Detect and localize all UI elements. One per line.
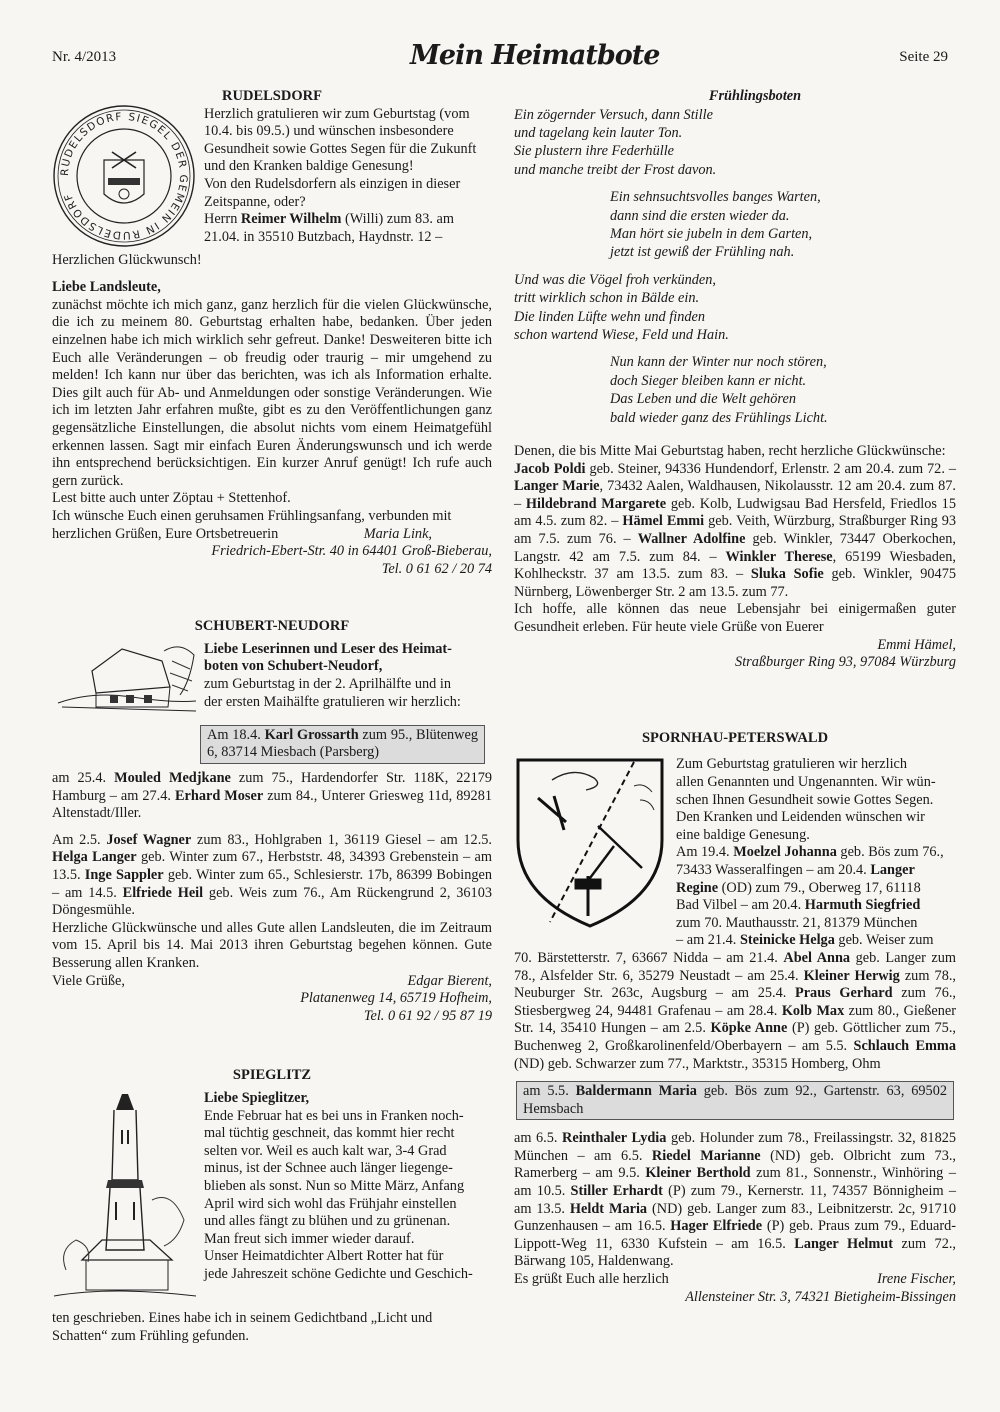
text: zum 83., Hohlgraben 1, 36119 Giesel – am 12.5.: [191, 831, 493, 848]
poem-line: Und was die Vögel froh verkünden,: [514, 271, 716, 288]
text: Herrn: [204, 211, 241, 228]
text: (P) geb. Göttlicher zum 75., Buchenweg 2, Großkarolinenfeld/Oberbayern – am 5.5.: [514, 1020, 956, 1054]
spornhau-paragraph-2: [514, 950, 956, 1073]
text: (ND) geb. Olbricht zum 73., Ramerberg – am 9.5.: [514, 1147, 957, 1182]
signer-address: Friedrich-Ebert-Str. 40 in 64401 Groß-Bieberau,: [211, 543, 492, 560]
poem-line: und tagelang kein lauter Ton.: [514, 125, 683, 141]
birthday-name: Winkler Therese: [725, 548, 833, 565]
poem-line: Die linden Lüfte wehn und finden: [514, 308, 705, 325]
birthday-name: Langer Marie: [514, 478, 600, 495]
text: geb. Winter zum 65., Schlesierstr. 17b, 86399 Bobingen – am 14.5.: [52, 867, 493, 901]
left-column: [52, 88, 492, 1345]
birthday-name: Kleiner Herwig: [803, 967, 900, 984]
poem-line: und manche treibt der Frost davon.: [514, 161, 717, 178]
signer-phone: Tel. 0 61 92 / 95 87 19: [363, 1007, 492, 1024]
rudelsdorf-line-5: Von den Rudelsdorfern als einzigen in dieser: [204, 175, 461, 192]
text: 70. Bärstetterstr. 7, 63667 Nidda – am 21.4.: [514, 949, 784, 966]
text: Bad Vilbel – am 20.4.: [676, 897, 805, 914]
spornhau-closing: [514, 1271, 956, 1289]
spieglitz-line-6: April wird sich wohl das Frühjahr einstellen: [204, 1195, 457, 1212]
spieglitz-line-11: ten geschrieben. Eines habe ich in seinem Gedichtband „Licht und: [52, 1309, 433, 1326]
text: (OD) zum 79., Oberweg 17, 61118: [718, 879, 921, 896]
signer-phone: Tel. 0 61 62 / 20 74: [381, 560, 492, 577]
birthday-name: Josef Wagner: [106, 831, 192, 848]
text: geb. Bös zum 92., Gartenstr. 63, 69502 Hemsbach: [523, 1083, 948, 1117]
rudelsdorf-closing: [52, 508, 492, 543]
birthday-name: Moelzel Johanna: [733, 844, 837, 861]
birthday-name: Elfriede Heil: [122, 884, 204, 901]
text: geb. Holunder zum 78., Freilassingstr. 32, 81825 München – am 6.5.: [514, 1130, 957, 1164]
text: Am 19.4.: [676, 844, 734, 861]
house-illustration: [52, 641, 200, 723]
rudelsdorf-seal: [52, 104, 200, 252]
tower-image: [52, 1090, 198, 1308]
birthday-name: Wallner Adolfine: [637, 531, 746, 548]
text: geb. Winkler, 90475 Nürnberg, Löwenberger Str. 2 am 13.5. zum 77.: [514, 566, 956, 600]
text: Es grüßt Euch alle herzlich: [514, 1271, 669, 1288]
spieglitz-line-5: blieben als sonst. Nun so Mitte März, Anfang: [204, 1177, 465, 1194]
poem-line: jetzt ist gewiß der Frühling nah.: [610, 244, 795, 261]
signer-address: Straßburger Ring 93, 97084 Würzburg: [735, 654, 956, 671]
rudelsdorf-note: Lest bitte auch unter Zöptau + Stettenhof.: [52, 490, 291, 507]
rudelsdorf-line-4: und den Kranken baldige Genesung!: [204, 158, 414, 175]
schubert-paragraph-1: [52, 770, 492, 823]
birthday-name: Harmuth Siegfried: [804, 897, 921, 914]
text: zum 72., Bärwang 105, Haldenwang.: [514, 1235, 956, 1270]
rudelsdorf-line-3: Gesundheit sowie Gottes Segen für die Zukunft: [204, 140, 477, 157]
rudelsdorf-body: zunächst möchte ich mich ganz, ganz herzlich für die vielen Glückwünsche, die ich zu meinem 80. Geburtstag erhalten habe, bedanken. Über jeden einzelnen habe ich mich wirklich sehr gefreut. Danke! Desweiteren bitte ich Euch alle Veränderungen – ob freudig oder traurig – mir umgehend zu melden! Ich kann nur über das berichten, was ich als Information erhalte. Dies gilt auch für Ab- und Anmeldungen oder sonstige Veränderungen. Wie ich im letzten Jahr erfahren mußte, gibt es zu den Veröffentlichungen ganz gegensätzliche Einstellungen, die absolut nichts vom einem Heimatgefühl erkennen lassen. Sagt mir einfach Euren Änderungswunsch und ich werde ihn entsprechend berücksichtigen. Ein kurzer Anruf genügt! Ich rufe auch gern zurück.: [52, 296, 492, 489]
spornhau-line-3: schen Ihnen Gesundheit sowie Gottes Segen.: [676, 791, 934, 808]
spieglitz-line-2: mal tüchtig geschneit, das kommt hier recht: [204, 1125, 455, 1142]
spieglitz-line-8: Man freut sich immer wieder darauf.: [204, 1230, 415, 1247]
rudelsdorf-line-6: Zeitspanne, oder?: [204, 193, 306, 210]
text: geb. Weis zum 76., Am Rückengrund 2, 36103 Döngesmühle.: [52, 884, 492, 919]
birthday-name: Karl Grossarth: [264, 726, 359, 743]
spieglitz-line-12: Schatten“ zum Frühling gefunden.: [52, 1327, 249, 1344]
poem-title: Frühlingsboten: [708, 88, 802, 104]
birthday-name: Regine: [676, 879, 719, 896]
birthday-name: Mouled Medjkane: [114, 770, 231, 787]
text: Ich wünsche Euch einen geruhsamen Frühlingsanfang, verbunden mit herzlichen Grüßen, Eure Ortsbetreuerin: [52, 507, 452, 542]
spornhau-line-11: [514, 932, 956, 950]
poem-line: tritt wirklich schon in Bälde ein.: [514, 290, 700, 307]
svg-text:RUDELSDORF SIEGEL DER GEMEIN I: [59, 111, 189, 241]
text: , 65199 Wiesbaden, Kohlheckstr. 37 am 13.5. zum 83. –: [514, 548, 956, 583]
text: zum 76., Stiesbergweg 24, 94481 Grafenau – am 28.4.: [514, 985, 956, 1019]
birthdays-closing: Ich hoffe, alle können das neue Lebensjahr bei einigermaßen guter Gesundheit erleben. Für heute viele Grüße von Euerer: [514, 601, 956, 636]
text: am 5.5.: [523, 1083, 576, 1100]
spieglitz-line-1: Ende Februar hat es bei uns in Franken noch-: [204, 1107, 464, 1124]
text: (ND) geb. Langer zum 83., Leibnitzerstr. 2c, 91710 Gunzenhausen – am 16.5.: [514, 1200, 956, 1235]
rudelsdorf-greeting: Liebe Landsleute,: [52, 279, 161, 296]
signer-name: Emmi Hämel,: [877, 636, 956, 653]
text: geb. Steiner, 94336 Hundendorf, Erlenstr. 2 am 20.4. zum 72. –: [585, 460, 956, 477]
text: geb. Winter zum 67., Herbststr. 48, 34393 Grebenstein – am 13.5.: [52, 849, 492, 884]
poem-stanza-3: [514, 271, 956, 345]
spornhau-line-10: zum 70. Mauthausstr. 21, 81379 München: [676, 914, 918, 931]
birthday-name: Schlauch Emma: [853, 1037, 956, 1054]
signer-address: Platanenweg 14, 65719 Hofheim,: [300, 990, 492, 1007]
birthday-name: Heldt Maria: [569, 1200, 648, 1217]
text: – am 21.4.: [676, 932, 740, 949]
rudelsdorf-line-8: 21.04. in 35510 Butzbach, Haydnstr. 12 –: [204, 228, 443, 245]
spornhau-paragraph-3: [514, 1130, 956, 1271]
rudelsdorf-intro: [52, 106, 492, 270]
text: Am 2.5.: [52, 831, 107, 848]
right-column: [514, 88, 956, 1306]
text: , 73432 Aalen, Waldhausen, Nikolausstr. 12 am 20.4. zum 87. –: [514, 478, 956, 512]
birthday-name: Hildebrand Margarete: [525, 495, 667, 512]
text: geb. Bös zum 76.,: [836, 844, 944, 861]
poem-stanza-1: [514, 106, 956, 180]
poem-line: Sie plustern ihre Federhülle: [514, 143, 675, 160]
text: geb. Weiser zum: [834, 932, 934, 949]
schubert-line-2: der ersten Maihälfte gratulieren wir herzlich:: [204, 693, 461, 710]
birthday-name: Erhard Moser: [175, 787, 264, 804]
text: zum 78., Neuburger Str. 263c, Augsburg – am 25.4.: [514, 967, 956, 1002]
poem-line: Man hört sie jubeln in dem Garten,: [610, 226, 813, 243]
spornhau-intro: [514, 756, 956, 950]
page-number: Seite 29: [899, 49, 948, 65]
text: (P) zum 79., Kernerstr. 11, 74357 Bönnigheim – am 13.5.: [514, 1183, 956, 1217]
text: Am 18.4.: [207, 726, 265, 743]
coat-of-arms: [514, 756, 672, 932]
schubert-paragraph-3: Herzliche Glückwünsche und alles Gute allen Landsleuten, die im Zeitraum vom 15. April bis 14. Mai 2013 ihren Geburtstag begehen können. Gute Besserung allen Kranken.: [52, 919, 492, 971]
section-title-spornhau-peterswald: SPORNHAU-PETERSWALD: [641, 729, 829, 746]
schubert-greeting-1: Liebe Leserinnen und Leser des Heimat-: [204, 640, 452, 657]
poem: [514, 106, 956, 428]
birthday-name: Langer: [870, 861, 915, 878]
text: geb. Langer zum 78., Alsfelder Str. 6, 35279 Neustadt – am 25.4.: [514, 949, 956, 984]
masthead-title: Mein Heimatbote: [410, 40, 660, 71]
text: am 25.4.: [52, 770, 115, 787]
birthday-name: Hämel Emmi: [622, 513, 705, 530]
text: am 6.5.: [514, 1130, 563, 1147]
text: (P) geb. Praus zum 79., Eduard-Lippott-Weg 11, 6330 Kufstein – am 16.5.: [514, 1218, 957, 1252]
seal-image: [52, 104, 196, 248]
spornhau-line-1: Zum Geburtstag gratulieren wir herzlich: [676, 756, 908, 773]
tower-illustration: [52, 1090, 200, 1310]
poem-line: dann sind die ersten wieder da.: [610, 207, 790, 224]
issue-number: Nr. 4/2013: [52, 49, 117, 65]
rudelsdorf-line-2: 10.4. bis 09.5.) und wünschen insbesondere: [204, 123, 454, 140]
birthday-name: Reimer Wilhelm: [240, 211, 342, 228]
text: zum 81., Sonnenstr., Winhöring – am 10.5.: [514, 1165, 956, 1200]
house-image: [52, 641, 198, 721]
shield-icon: [514, 756, 666, 928]
schubert-paragraph-2: [52, 832, 492, 920]
birthday-name: Inge Sappler: [84, 867, 164, 884]
schubert-intro: [52, 641, 492, 723]
birthday-name: Helga Langer: [52, 849, 137, 866]
signer-name: Maria Link,: [363, 525, 432, 542]
birthday-name: Langer Helmut: [794, 1235, 894, 1252]
spieglitz-line-4: minus, ist der Schnee auch länger liegenge-: [204, 1160, 453, 1177]
spieglitz-greeting: Liebe Spieglitzer,: [204, 1089, 310, 1106]
birthday-name: Baldermann Maria: [575, 1083, 697, 1100]
poem-line: Ein sehnsuchtsvolles banges Warten,: [610, 189, 821, 206]
birthdays-intro: Denen, die bis Mitte Mai Geburtstag haben, recht herzliche Glückwünsche:: [514, 443, 946, 460]
text: geb. Veith, Würzburg, Straßburger Ring 93 am 7.5. zum 76. –: [514, 513, 956, 548]
text: 73433 Wasseralfingen – am 20.4.: [676, 861, 871, 878]
poem-line: schon wartend Wiese, Feld und Hain.: [514, 327, 729, 344]
birthday-name: Praus Gerhard: [794, 985, 893, 1002]
section-title-spieglitz: SPIEGLITZ: [232, 1067, 312, 1084]
poem-line: bald wieder ganz des Frühlings Licht.: [610, 409, 828, 426]
signer-address: Allensteiner Str. 3, 74321 Bietigheim-Bissingen: [685, 1288, 956, 1305]
schubert-highlight-box: [200, 725, 485, 764]
birthdays-list: [514, 461, 956, 602]
text: zum 80., Gießener Str. 14, 35410 Hungen – am 2.5.: [514, 1002, 956, 1037]
birthday-name: Jacob Poldi: [514, 460, 586, 477]
spieglitz-body: [52, 1090, 492, 1345]
section-title-rudelsdorf: RUDELSDORF: [222, 88, 322, 104]
section-title-schubert-neudorf: SCHUBERT-NEUDORF: [194, 618, 350, 635]
spieglitz-line-10: jede Jahreszeit schöne Gedichte und Geschich-: [204, 1265, 473, 1282]
poem-stanza-4: [514, 353, 956, 427]
birthday-name: Abel Anna: [783, 949, 851, 966]
birthday-name: Steinicke Helga: [739, 932, 835, 949]
text: Viele Grüße,: [52, 972, 125, 989]
poem-stanza-2: [514, 188, 956, 262]
schubert-closing: [52, 973, 492, 991]
birthday-name: Köpke Anne: [710, 1020, 788, 1037]
birthday-name: Stiller Erhardt: [570, 1183, 663, 1200]
spornhau-line-2: allen Genannten und Ungenannten. Wir wün-: [676, 774, 936, 790]
text: zum 95., Blütenweg 6, 83714 Miesbach (Parsberg): [207, 726, 478, 761]
poem-line: Nun kann der Winter nur noch stören,: [610, 354, 827, 371]
rudelsdorf-line-1: Herzlich gratulieren wir zum Geburtstag (vom: [204, 105, 470, 122]
signer-name: Edgar Bierent,: [407, 972, 492, 989]
schubert-greeting-2: boten von Schubert-Neudorf,: [204, 658, 383, 675]
birthday-name: Reinthaler Lydia: [562, 1130, 667, 1147]
text: geb. Kolb, Ludwigsau Bad Hersfeld, Friedlos 15 am 4.5. zum 82. –: [514, 495, 956, 530]
rudelsdorf-line-9: Herzlichen Glückwunsch!: [52, 251, 202, 268]
spieglitz-line-9: Unser Heimatdichter Albert Rotter hat für: [204, 1248, 444, 1265]
text: (ND) geb. Schwarzer zum 77., Marktstr., 35315 Homberg, Ohm: [514, 1055, 881, 1072]
text: zum 84., Unterer Griesweg 11d, 89281 Altenstadt/Iller.: [52, 787, 492, 822]
birthday-name: Riedel Marianne: [651, 1147, 761, 1164]
spieglitz-line-3: selten vor. Weil es auch kalt war, 3-4 Grad: [204, 1142, 447, 1159]
poem-line: Ein zögernder Versuch, dann Stille: [514, 106, 713, 123]
spornhau-line-4: Den Kranken und Leidenden wünschen wir: [676, 809, 925, 826]
text: zum 75., Hardendorfer Str. 118K, 22179 Hamburg – am 27.4.: [52, 770, 493, 804]
signer-name: Irene Fischer,: [877, 1271, 956, 1288]
spornhau-line-5: eine baldige Genesung.: [676, 826, 810, 843]
text: geb. Winkler, 73447 Oberkochen, Langstr. 42 am 7.5. zum 84. –: [514, 531, 956, 565]
spieglitz-line-7: und alles fängt zu blühen und zu grünenan.: [204, 1213, 451, 1230]
schubert-line-1: zum Geburtstag in der 2. Aprilhälfte und in: [204, 676, 451, 693]
birthday-name: Kleiner Berthold: [645, 1165, 751, 1182]
spornhau-highlight-box: [516, 1081, 954, 1120]
text: (Willi) zum 83. am: [341, 211, 454, 228]
birthday-name: Kolb Max: [781, 1002, 845, 1019]
poem-line: Das Leben und die Welt gehören: [610, 391, 796, 408]
poem-line: doch Sieger bleiben kann er nicht.: [610, 372, 807, 389]
birthday-name: Hager Elfriede: [670, 1218, 763, 1235]
seal-text: RUDELSDORF SIEGEL DER GEMEIN IN RUDELSDORF: [58, 110, 190, 241]
birthday-name: Sluka Sofie: [750, 566, 824, 583]
